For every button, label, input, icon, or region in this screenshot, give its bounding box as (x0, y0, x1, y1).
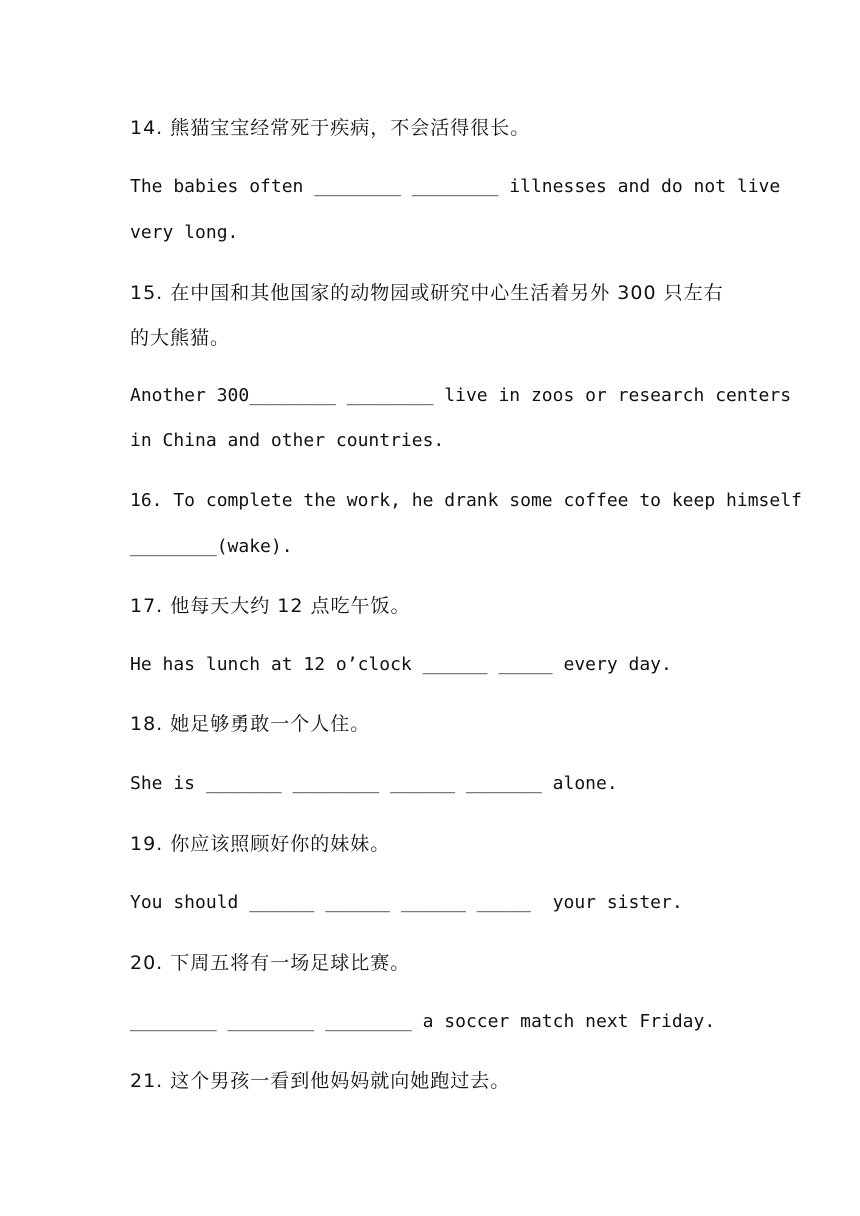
question-15-english-line-1: Another 300________ ________ live in zoos or research centers (130, 385, 792, 406)
question-20-chinese: 20. 下周五将有一场足球比赛。 (130, 952, 411, 974)
question-18-english: She is _______ ________ ______ _______ alone. (130, 773, 618, 794)
question-17-english: He has lunch at 12 o’clock ______ _____ every day. (130, 654, 672, 675)
question-19-chinese: 19. 你应该照顾好你的妹妹。 (130, 833, 391, 855)
question-16-line-2: ________(wake). (130, 536, 293, 557)
question-15-chinese-line-2: 的大熊猫。 (130, 327, 231, 349)
question-20-english: ________ ________ ________ a soccer match next Friday. (130, 1011, 716, 1032)
question-17-chinese: 17. 他每天大约 12 点吃午饭。 (130, 595, 411, 617)
question-14-chinese: 14. 熊猫宝宝经常死于疾病，不会活得很长。 (130, 117, 531, 139)
question-14-english-line-1: The babies often ________ ________ illnesses and do not live (130, 176, 781, 197)
question-21-chinese: 21. 这个男孩一看到他妈妈就向她跑过去。 (130, 1070, 511, 1092)
question-14-english-line-2: very long. (130, 222, 239, 243)
question-16-line-1: 16. To complete the work, he drank some coffee to keep himself (130, 490, 802, 511)
question-19-english: You should ______ ______ ______ _____ your sister. (130, 892, 683, 913)
question-15-chinese-line-1: 15. 在中国和其他国家的动物园或研究中心生活着另外 300 只左右 (130, 282, 724, 304)
question-15-english-line-2: in China and other countries. (130, 430, 445, 451)
question-18-chinese: 18. 她足够勇敢一个人住。 (130, 713, 371, 735)
